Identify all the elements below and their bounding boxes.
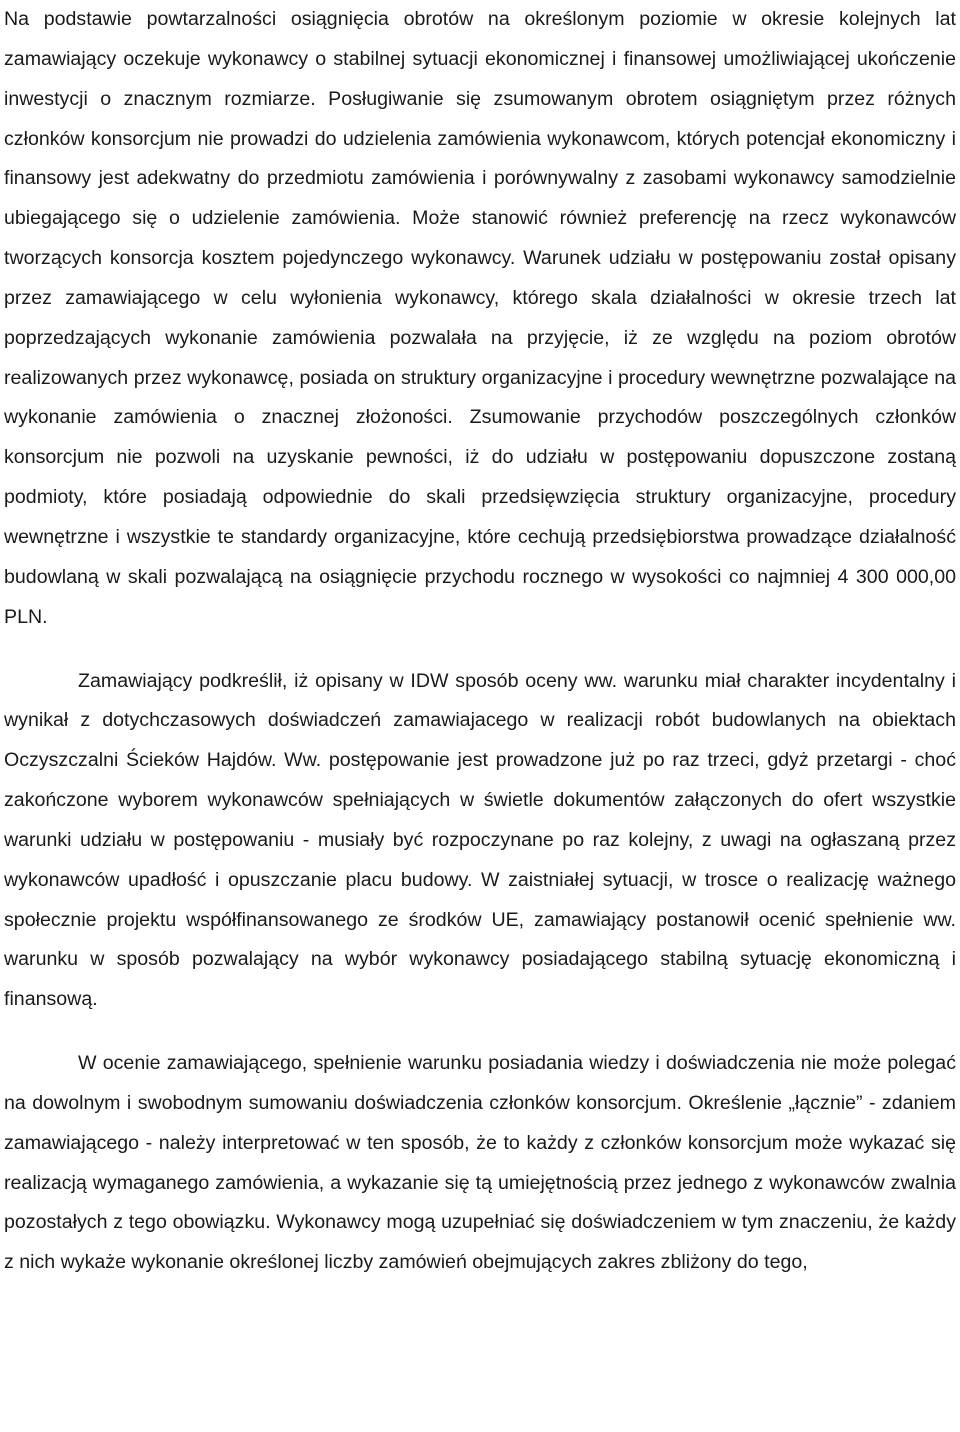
paragraph-turnover-requirement: Na podstawie powtarzalności osiągnięcia obrotów na określonym poziomie w okresie kolejnych lat zamawiający oczekuje wykonawcy o stabilnej sytuacji ekonomicznej i finansowej umożliwiającej ukończenie inwestycji o znacznym rozmiarze. Posługiwanie się zsumowanym obrotem osiągniętym przez różnych członków konsorcjum nie prowadzi do udzielenia zamówienia wykonawcom, których potencjał ekonomiczny i finansowy jest adekwatny do przedmiotu zamówienia i porównywalny z zasobami wykonawcy samodzielnie ubiegającego się o udzielenie zamówienia. Może stanowić również preferencję na rzecz wykonawców tworzących konsorcja kosztem pojedynczego wykonawcy. Warunek udziału w postępowaniu został opisany przez zamawiającego w celu wyłonienia wykonawcy, którego skala działalności w okresie trzech lat poprzedzających wykonanie zamówienia pozwalała na przyjęcie, iż ze względu na poziom obrotów realizowanych przez wykonawcę, posiada on struktury organizacyjne i procedury wewnętrzne pozwalające na wykonanie zamówienia o znacznej złożoności. Zsumowanie przychodów poszczególnych członków konsorcjum nie pozwoli na uzyskanie pewności, iż do udziału w postępowaniu dopuszczone zostaną podmioty, które posiadają odpowiednie do skali przedsięwzięcia struktury organizacyjne, procedury wewnętrzne i wszystkie te standardy organizacyjne, które cechują przedsiębiorstwa prowadzące działalność budowlaną w skali pozwalającą na osiągnięcie przychodu rocznego w wysokości co najmniej 4 300 000,00 PLN. <box>4 8 956 628</box>
paragraph-incidental-character: Zamawiający podkreślił, iż opisany w IDW sposób oceny ww. warunku miał charakter incydentalny i wynikał z dotychczasowych doświadczeń zamawiajacego w realizacji robót budowlanych na obiektach Oczyszczalni Ścieków Hajdów. Ww. postępowanie jest prowadzone już po raz trzeci, gdyż przetargi - choć zakończone wyborem wykonawców spełniających w świetle dokumentów załączonych do ofert wszystkie warunki udziału w postępowaniu - musiały być rozpoczynane po raz kolejny, z uwagi na ogłaszaną przez wykonawców upadłość i opuszczanie placu budowy. W zaistniałej sytuacji, w trosce o realizację ważnego społecznie projektu współfinansowanego ze środków UE, zamawiający postanowił ocenić spełnienie ww. warunku w sposób pozwalający na wybór wykonawcy posiadającego stabilną sytuację ekonomiczną i finansową. <box>4 669 956 1011</box>
document-page <box>4 0 956 1283</box>
paragraph-knowledge-experience: W ocenie zamawiającego, spełnienie warunku posiadania wiedzy i doświadczenia nie może polegać na dowolnym i swobodnym sumowaniu doświadczenia członków konsorcjum. Określenie „łącznie” - zdaniem zamawiającego - należy interpretować w ten sposób, że to każdy z członków konsorcjum może wykazać się realizacją wymaganego zamówienia, a wykazanie się tą umiejętnością przez jednego z wykonawców zwalnia pozostałych z tego obowiązku. Wykonawcy mogą uzupełniać się doświadczeniem w tym znaczeniu, że każdy z nich wykaże wykonanie określonej liczby zamówień obejmujących zakres zbliżony do tego, <box>4 1052 956 1274</box>
